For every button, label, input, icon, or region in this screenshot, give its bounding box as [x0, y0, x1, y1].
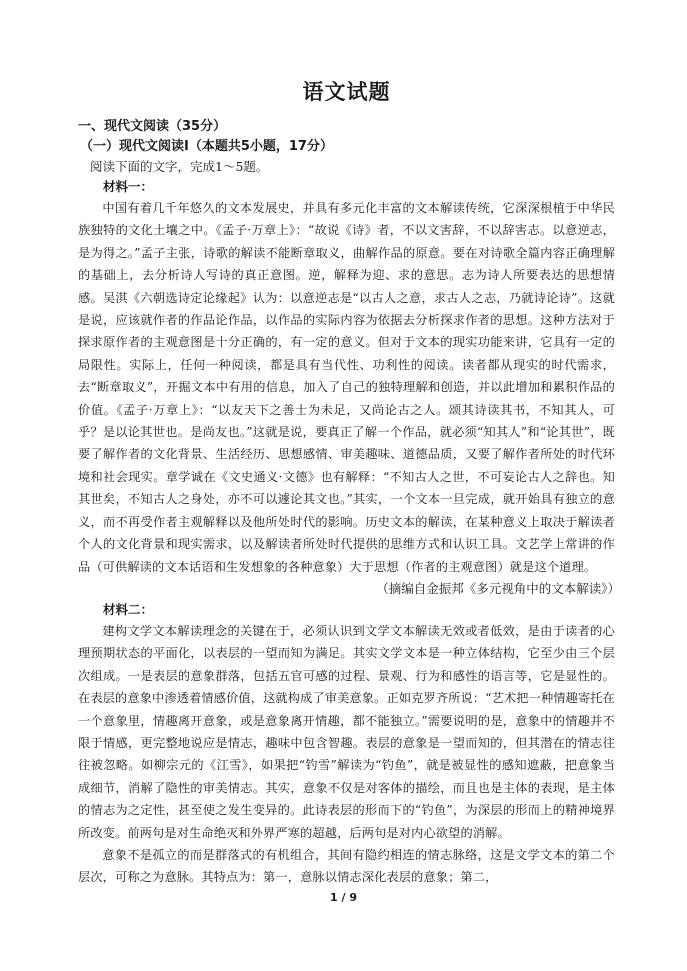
section-heading: 一、现代文阅读（35分）: [78, 119, 227, 134]
subsection-heading: （一）现代文阅读Ⅰ（本题共5小题，17分）: [80, 139, 333, 154]
material-two-paragraph: 建构文学文本解读理念的关键在于，必须认识到文学文本解读无效或者低效，是由于读者的心理预期状态的平面化，以表层的一望而知为满足。其实文学文本是一种立体结构，它至少由三个层次组成。一是表层的意象群落，包括五官可感的过程、景观、行为和感性的语言等，它是显性的。在表层的意象中渗透着情感价值，这就构成了审美意象。正如克罗齐所说：“艺术把一种情趣寄托在一个意象里，情趣离开意象，或是意象离开情趣，都不能独立。”需要说明的是，意象中的情趣并不限于情感，更完整地说应是情志，趣味中包含智趣。表层的意象是一望而知的，但其潜在的情志往往被忽略。如柳宗元的《江雪》，如果把“钓雪”解读为“钓鱼”，就是被显性的感知遮蔽，把意象当成细节，消解了隐性的审美情志。其实，意象不仅是对客体的描绘，而且也是主体的表现，是主体的情志为之定性，甚至使之发生变异的。此诗表层的形而下的“钓鱼”，为深层的形而上的精神境界所改变。前两句是对生命绝灭和外界严寒的超越，后两句是对内心欲望的消解。: [78, 623, 615, 840]
page-title: 语文试题: [302, 80, 391, 104]
material-two-heading: 材料二：: [103, 601, 154, 617]
document-page: [78, 76, 620, 889]
material-two-paragraph: 意象不是孤立的而是群落式的有机组合，其间有隐约相连的情志脉络，这是文学文本的第二个层次，可称之为意脉。其特点为：第一，意脉以情志深化表层的意象；第二，: [78, 847, 615, 885]
instruction-text: 阅读下面的文字，完成1～5题。: [90, 159, 269, 174]
material-one-paragraph: 中国有着几千年悠久的文本发展史，并具有多元化丰富的文本解读传统，它深深根植于中华民族独特的文化土壤之中。《孟子·万章上》：“故说《诗》者，不以文害辞，不以辞害志。以意逆志，是为得之。”孟子主张，诗歌的解读不能断章取义，曲解作品的原意。要在对诗歌全篇内容正确理解的基础上，去分析诗人写诗的真正意图。逆，解释为迎、求的意思。志为诗人所要表达的思想情感。吴淇《六朝选诗定论缘起》认为：以意逆志是“以古人之意，求古人之志，乃就诗论诗”。这就是说，应该就作者的作品论作品，以作品的实际内容为依据去分析探求作者的思想。这种方法对于探求原作者的主观意图是十分正确的，有一定的意义。但对于文本的现实功能来讲，它具有一定的局限性。实际上，任何一种阅读，都是具有当代性、功利性的阅读。读者都从现实的时代需求，去“断章取义”，开掘文本中有用的信息，加入了自己的独特理解和创造，并以此增加和累积作品的价值。《孟子·万章上》：“以友天下之善士为未足，又尚论古之人。颂其诗读其书，不知其人，可乎？是以论其世也。是尚友也。”这就是说，要真正了解一个作品，就必须“知其人”和“论其世”，既要了解作者的文化背景、生活经历、思想感情、审美趣味、道德品质，又要了解作者所处的时代环境和社会现实。章学诚在《文史通义·文德》也有解释：“不知古人之世，不可妄论古人之辞也。知其世矣，不知古人之身处，亦不可以遽论其文也。”其实，一个文本一旦完成，就开始具有独立的意义，而不再受作者主观解释以及他所处时代的影响。历史文本的解读，在某种意义上取决于解读者个人的文化背景和现实需求，以及解读者所处时代提供的思维方式和认识工具。文艺学上常讲的作品（可供解读的文本话语和生发想象的各种意象）大于思想（作者的主观意图）就是这个道理。: [78, 201, 615, 574]
page-number: 1 / 9: [330, 891, 357, 904]
material-one-heading: 材料一：: [103, 179, 154, 194]
material-one-source: （摘编自金振邦《多元视角中的文本解读》）: [376, 580, 620, 596]
